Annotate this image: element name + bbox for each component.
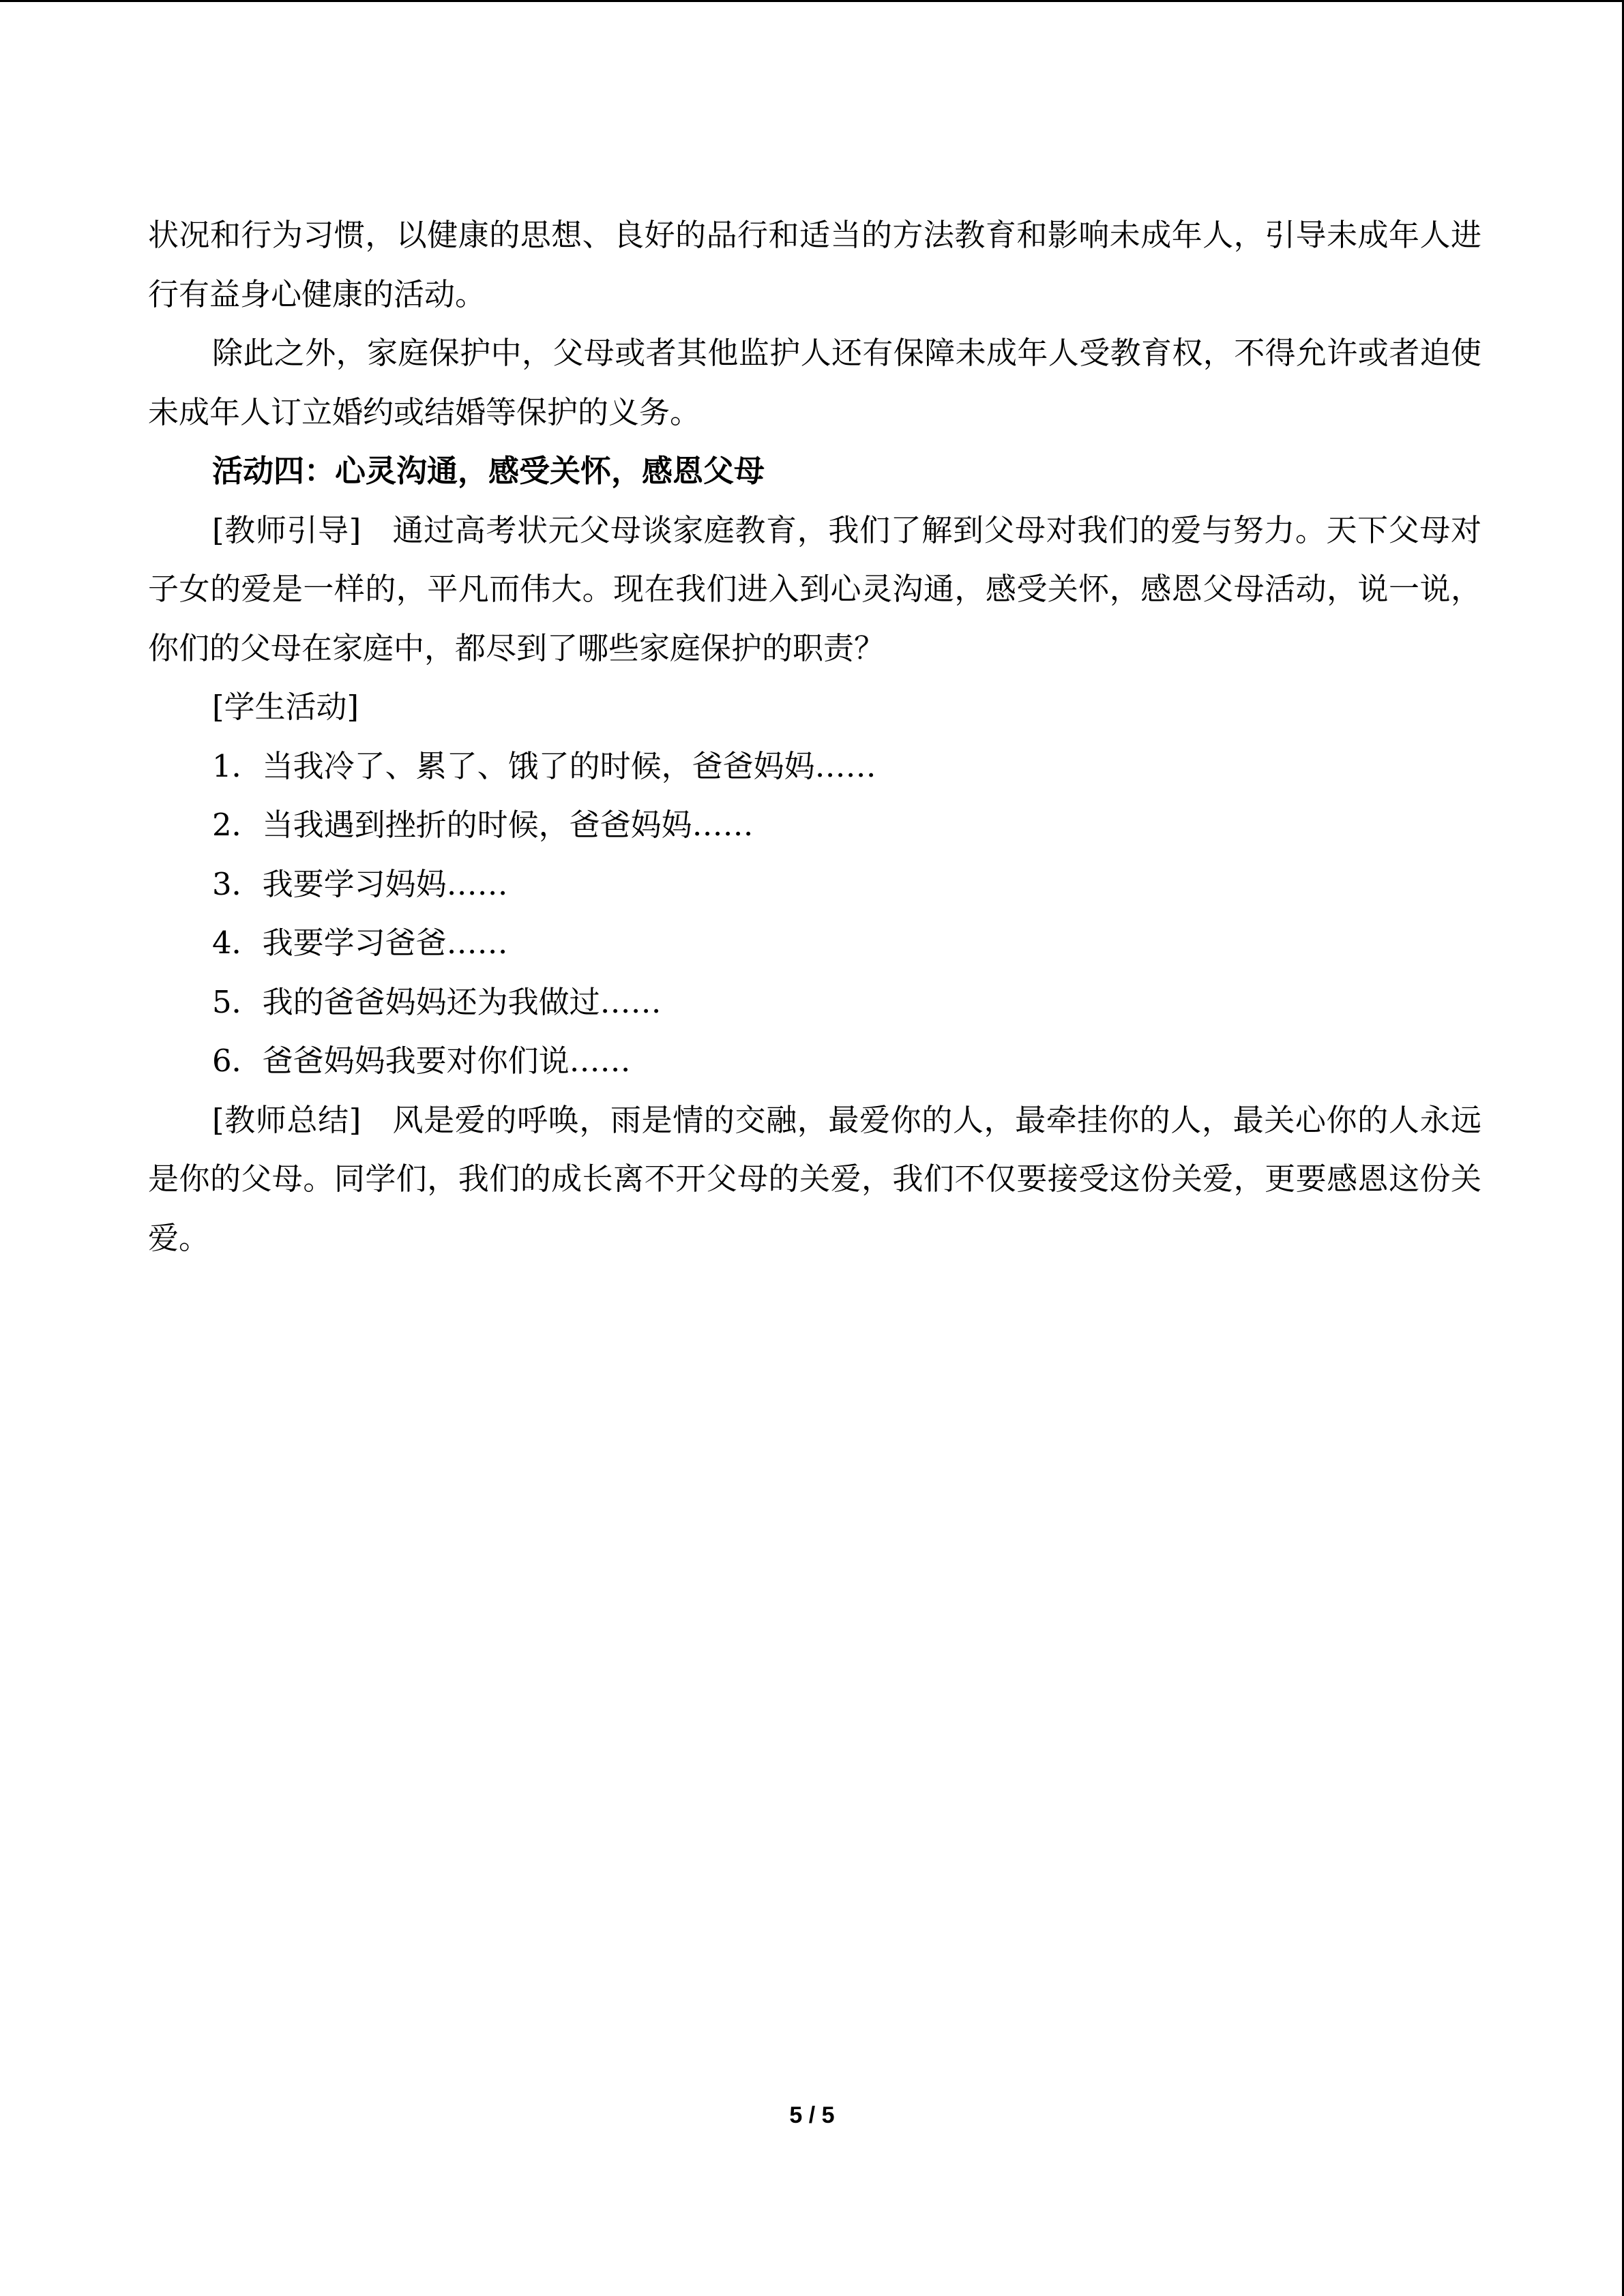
list-item: 2．当我遇到挫折的时候，爸爸妈妈…… <box>212 807 754 843</box>
teacher-guide-paragraph: [教师引导] 通过高考状元父母谈家庭教育，我们了解到父母对我们的爱与努力。天下父母对子女的爱是一样的，平凡而伟大。现在我们进入到心灵沟通，感受关怀，感恩父母活动，说一说，你们的父母在家庭中，都尽到了哪些家庭保护的职责？ <box>148 511 1481 666</box>
list-item: 5．我的爸爸妈妈还为我做过…… <box>212 983 662 1020</box>
list-item: 1．当我冷了、累了、饿了的时候，爸爸妈妈…… <box>212 747 876 784</box>
list-item: 4．我要学习爸爸…… <box>212 925 508 961</box>
activity-heading: 活动四：心灵沟通，感受关怀，感恩父母 <box>212 453 765 489</box>
paragraph-continuation: 状况和行为习惯，以健康的思想、良好的品行和适当的方法教育和影响未成年人，引导未成年人进行有益身心健康的活动。 <box>148 217 1481 312</box>
list-item: 3．我要学习妈妈…… <box>212 865 508 902</box>
document-body <box>148 206 1481 1268</box>
teacher-summary-paragraph: [教师总结] 风是爱的呼唤，雨是情的交融，最爱你的人，最牵挂你的人，最关心你的人永远是你的父母。同学们，我们的成长离不开父母的关爱，我们不仅要接受这份关爱，更要感恩这份关爱。 <box>148 1101 1481 1256</box>
page-number: 5 / 5 <box>789 2102 835 2128</box>
paragraph-obligations: 除此之外，家庭保护中，父母或者其他监护人还有保障未成年人受教育权，不得允许或者迫使未成年人订立婚约或结婚等保护的义务。 <box>148 335 1481 430</box>
student-activity-list <box>148 737 1481 1091</box>
list-item: 6．爸爸妈妈我要对你们说…… <box>212 1043 631 1079</box>
top-border-line <box>0 0 1624 2</box>
student-activity-label: [学生活动] <box>212 689 359 725</box>
